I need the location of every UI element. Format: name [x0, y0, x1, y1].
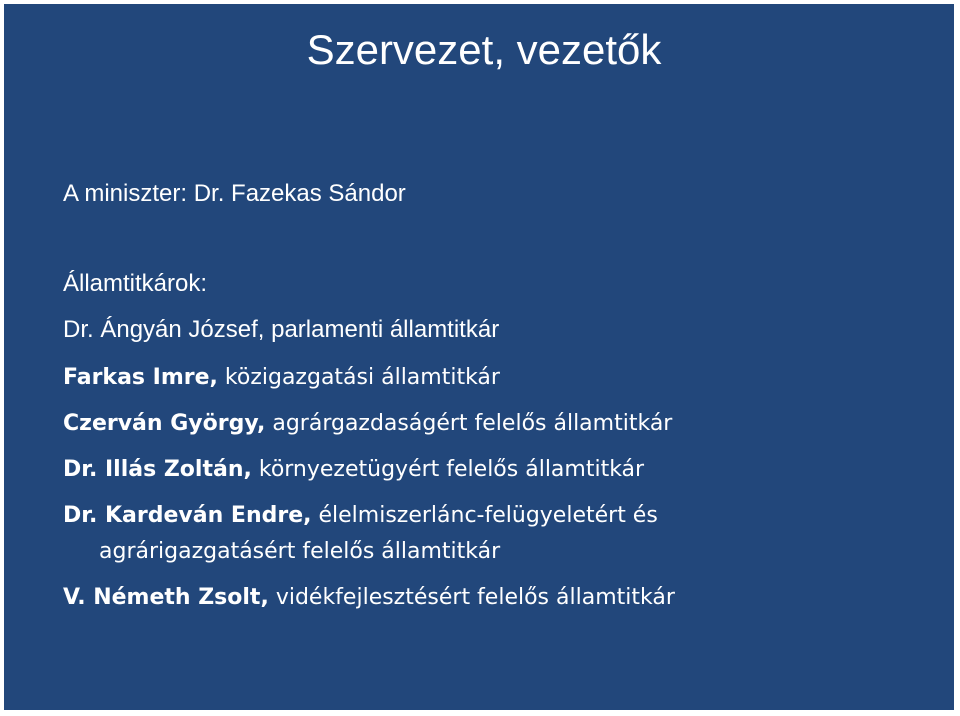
secretary-name: Dr. Illás Zoltán, — [63, 457, 252, 482]
minister-line: A miniszter: Dr. Fazekas Sándor — [63, 180, 406, 207]
secretary-name: Czerván György, — [63, 411, 266, 436]
secretary-item — [63, 409, 672, 439]
secretary-item — [63, 363, 500, 393]
secretary-role-continuation: agrárigazgatásért felelős államtitkár — [99, 539, 501, 564]
secretary-role: vidékfejlesztésért felelős államtitkár — [275, 585, 675, 610]
secretary-name: Dr. Kardeván Endre, — [63, 503, 312, 528]
secretary-role: agrárgazdaságért felelős államtitkár — [272, 411, 673, 436]
secretary-role: élelmiszerlánc-felügyeletért és — [318, 503, 658, 528]
slide-title: Szervezet, vezetők — [306, 26, 662, 73]
secretary-item — [63, 315, 499, 345]
secretary-role: környezetügyért felelős államtitkár — [258, 457, 645, 482]
secretary-item — [63, 501, 658, 531]
secretary-item — [63, 455, 644, 485]
secretaries-heading: Államtitkárok: — [63, 270, 208, 297]
secretary-name: V. Németh Zsolt, — [63, 585, 269, 610]
secretary-name: Dr. Ángyán József, — [63, 316, 265, 343]
secretary-name: Farkas Imre, — [63, 365, 218, 390]
secretary-role: közigazgatási államtitkár — [224, 365, 500, 390]
slide — [4, 4, 954, 710]
secretary-item — [63, 583, 675, 613]
secretary-role: parlamenti államtitkár — [271, 316, 500, 343]
